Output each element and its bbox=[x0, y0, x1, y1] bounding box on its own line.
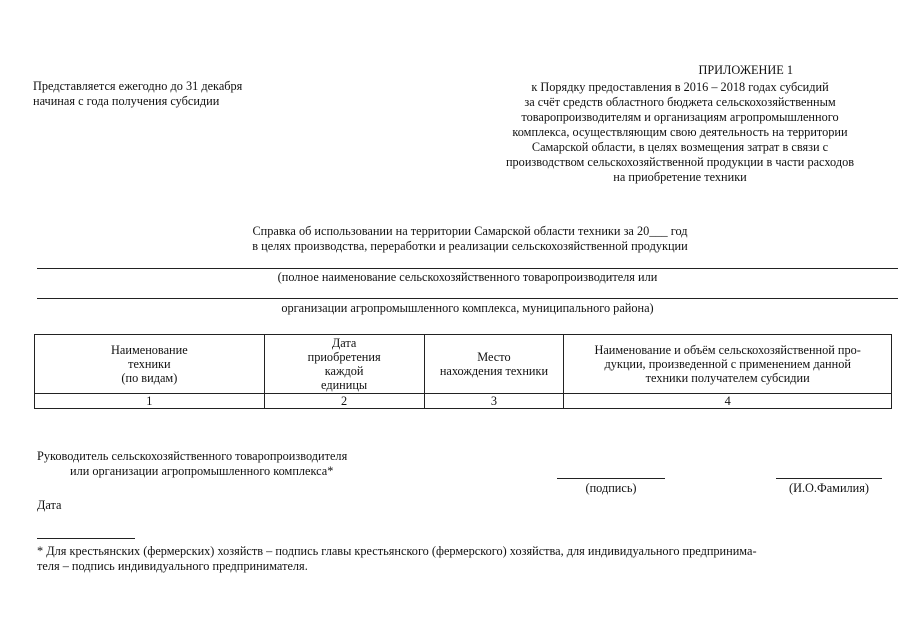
table-number-row bbox=[35, 394, 892, 409]
signatory-title bbox=[37, 449, 457, 479]
column-header-purchase-date: Дата приобретения каждой единицы bbox=[264, 335, 424, 394]
column-number: 2 bbox=[264, 394, 424, 409]
appendix-line: производством сельскохозяйственной продукции в части расходов bbox=[505, 155, 855, 169]
signature-field-line[interactable] bbox=[557, 478, 665, 479]
footnote bbox=[37, 544, 897, 574]
signature-caption: (подпись) bbox=[585, 481, 637, 495]
document-title-line-2: в целях производства, переработки и реализации сельскохозяйственной продукции bbox=[252, 239, 688, 253]
appendix-line: на приобретение техники bbox=[613, 170, 747, 184]
table-header-row bbox=[35, 335, 892, 394]
signatory-line-2: или организации агропромышленного комплекса* bbox=[70, 464, 334, 478]
column-header-location: Место нахождения техники bbox=[424, 335, 564, 394]
appendix-line: Самарской области, в целях возмещения затрат в связи с bbox=[531, 140, 829, 154]
org-name-caption-1: (полное наименование сельскохозяйственного товаропроизводителя или bbox=[277, 270, 658, 284]
org-name-caption-2: организации агропромышленного комплекса, муниципального района) bbox=[281, 301, 654, 315]
column-number: 3 bbox=[424, 394, 564, 409]
appendix-line: комплекса, осуществляющим свою деятельность на территории bbox=[512, 125, 848, 139]
org-name-field-line-2[interactable] bbox=[37, 298, 898, 299]
appendix-text bbox=[460, 80, 900, 185]
appendix-line: товаропроизводителям и организациям агропромышленного bbox=[521, 110, 839, 124]
column-header-produce-volume: Наименование и объём сельскохозяйственной про- дукции, произведенной с применением данной техники получателем субсидии bbox=[564, 335, 892, 394]
submission-note-line-2: начиная с года получения субсидии bbox=[33, 94, 220, 108]
appendix-title: ПРИЛОЖЕНИЕ 1 bbox=[698, 63, 793, 77]
submission-note-line-1: Представляется ежегодно до 31 декабря bbox=[33, 79, 243, 93]
column-number: 1 bbox=[35, 394, 265, 409]
date-label: Дата bbox=[37, 498, 62, 512]
footnote-separator bbox=[37, 538, 135, 539]
submission-note bbox=[33, 79, 333, 109]
document-title-line-1: Справка об использовании на территории Самарской области техники за 20___ год bbox=[252, 224, 688, 238]
document-title bbox=[120, 224, 820, 254]
column-header-equipment-name: Наименование техники (по видам) bbox=[35, 335, 265, 394]
appendix-line: к Порядку предоставления в 2016 – 2018 годах субсидий bbox=[531, 80, 829, 94]
signatory-line-1: Руководитель сельскохозяйственного товаропроизводителя bbox=[37, 449, 348, 463]
equipment-table bbox=[34, 334, 892, 409]
full-name-caption: (И.О.Фамилия) bbox=[788, 481, 869, 495]
appendix-line: за счёт средств областного бюджета сельскохозяйственным bbox=[524, 95, 836, 109]
full-name-field-line[interactable] bbox=[776, 478, 882, 479]
column-number: 4 bbox=[564, 394, 892, 409]
footnote-line-2: теля – подпись индивидуального предпринимателя. bbox=[37, 559, 308, 573]
footnote-line-1: * Для крестьянских (фермерских) хозяйств – подпись главы крестьянского (фермерского) хозяйства, для индивидуального предпринима- bbox=[37, 544, 757, 558]
org-name-field-line-1[interactable] bbox=[37, 268, 898, 269]
appendix-block bbox=[460, 63, 900, 185]
